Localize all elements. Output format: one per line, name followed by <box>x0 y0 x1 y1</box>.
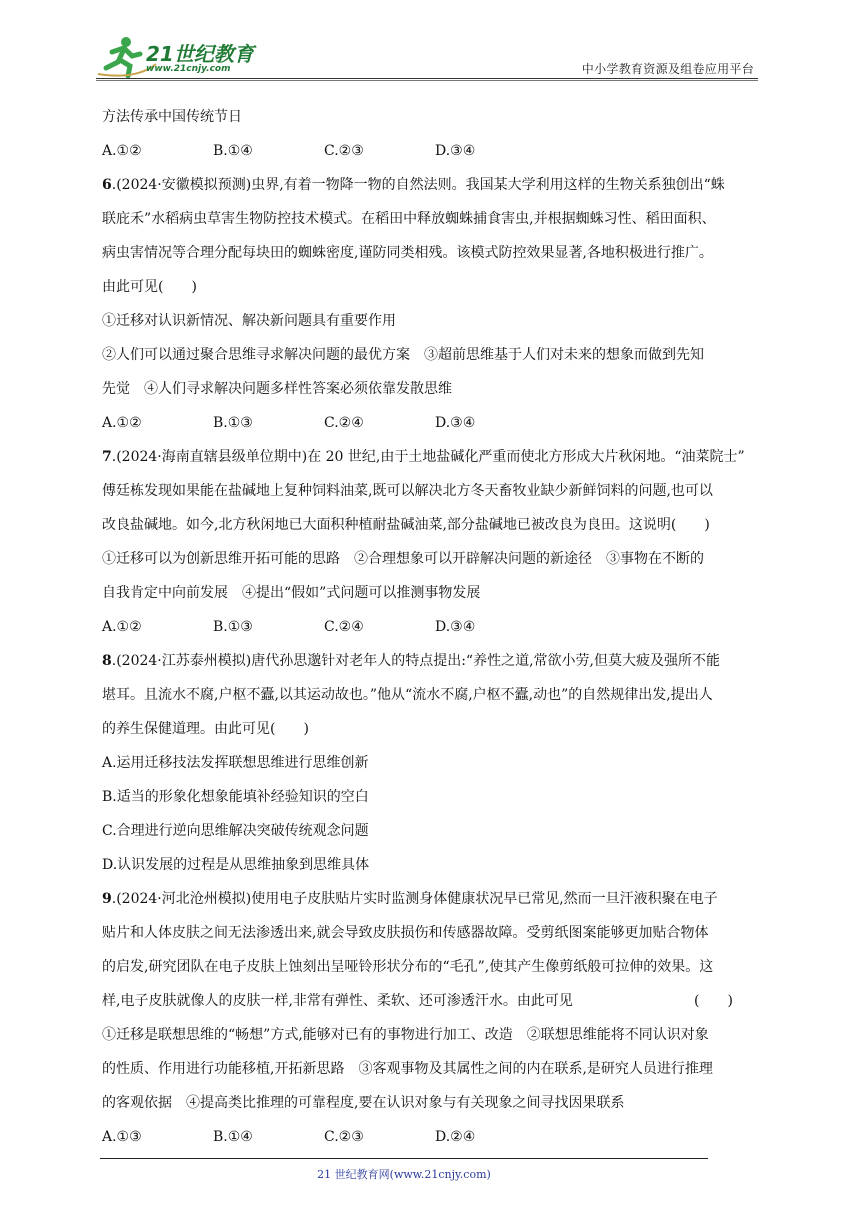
option-a: A.①② <box>102 619 142 635</box>
q9-line: 贴片和人体皮肤之间无法渗透出来,就会导致皮肤损伤和传感器故障。受剪纸图案能够更加贴合物体 <box>102 925 709 941</box>
q6-line <box>102 168 764 202</box>
q9-line: 的启发,研究团队在电子皮肤上蚀刻出呈哑铃形状分布的“毛孔”,使其产生像剪纸般可拉伸的效果。这 <box>102 959 714 975</box>
q8-option: A.运用迁移技法发挥联想思维进行思维创新 <box>102 755 369 771</box>
option-c: C.②③ <box>324 143 364 159</box>
q7-options <box>102 610 764 644</box>
header-rule <box>96 78 758 79</box>
q8-option: B.适当的形象化想象能填补经验知识的空白 <box>102 789 369 805</box>
q6-line: 由此可见( ) <box>102 279 197 295</box>
q6-line: 病虫害情况等合理分配每块田的蜘蛛密度,谨防同类相残。该模式防控效果显著,各地积极进行推广。 <box>102 245 713 261</box>
q8-option: D.认识发展的过程是从思维抽象到思维具体 <box>102 857 370 873</box>
option-d: D.③④ <box>435 143 476 159</box>
q7-line: 自我肯定中向前发展 ④提出“假如”式问题可以推测事物发展 <box>102 585 481 601</box>
q6-line: ②人们可以通过聚合思维寻求解决问题的最优方案 ③超前思维基于人们对未来的想象而做到先知 <box>102 347 704 363</box>
option-c: C.②③ <box>324 1129 364 1145</box>
page-footer: 21 世纪教育网(www.21cnjy.com) <box>317 1168 491 1181</box>
site-logo <box>96 34 266 80</box>
q6-line: ①迁移对认识新情况、解决新问题具有重要作用 <box>102 313 396 329</box>
logo-text: 21世纪教育 <box>146 42 254 66</box>
option-b: B.①④ <box>213 1129 253 1145</box>
q6-line: 联庇禾”水稻病虫草害生物防控技术模式。在稻田中释放蜘蛛捕食害虫,并根据蜘蛛习性、稻田面积、 <box>102 211 716 227</box>
option-b: B.①③ <box>213 415 253 431</box>
option-c: C.②④ <box>324 415 364 431</box>
option-a: A.①② <box>102 143 142 159</box>
q9-text: 样,电子皮肤就像人的皮肤一样,非常有弹性、柔软、还可渗透汗水。由此可见 <box>102 993 573 1009</box>
q6-line: 先觉 ④人们寻求解决问题多样性答案必须依靠发散思维 <box>102 381 452 397</box>
footer-rule <box>100 1158 708 1159</box>
question-number: 9 <box>102 891 112 907</box>
q8-line: 的养生保健道理。由此可见( ) <box>102 721 309 737</box>
q9-line: ①迁移是联想思维的“畅想”方式,能够对已有的事物进行加工、改造 ②联想思维能将不同认识对象 <box>102 1027 709 1043</box>
page-header <box>96 34 758 80</box>
q7-line <box>102 440 764 474</box>
answer-bracket: ( ) <box>694 993 733 1009</box>
q6-options <box>102 406 764 440</box>
option-d: D.③④ <box>435 619 476 635</box>
option-a: A.①② <box>102 415 142 431</box>
q9-options <box>102 1120 764 1154</box>
question-number: 7 <box>102 449 112 465</box>
q8-option: C.合理进行逆向思维解决突破传统观念问题 <box>102 823 369 839</box>
q7-line: ①迁移可以为创新思维开拓可能的思路 ②合理想象可以开辟解决问题的新途径 ③事物在不断的 <box>102 551 704 567</box>
q9-line <box>102 882 764 916</box>
q8-text: .(2024·江苏泰州模拟)唐代孙思邈针对老年人的特点提出:“养性之道,常欲小劳,但莫大疲及强所不能 <box>111 653 720 669</box>
logo-url: www.21cnjy.com <box>146 64 231 74</box>
option-d: D.③④ <box>435 415 476 431</box>
q8-line <box>102 644 764 678</box>
q9-line <box>102 984 764 1018</box>
q9-text: .(2024·河北沧州模拟)使用电子皮肤贴片实时监测身体健康状况早已常见,然而一旦汗液积聚在电子 <box>111 891 718 907</box>
option-a: A.①③ <box>102 1129 142 1145</box>
option-c: C.②④ <box>324 619 364 635</box>
option-d: D.②④ <box>435 1129 476 1145</box>
q7-line: 改良盐碱地。如今,北方秋闲地已大面积种植耐盐碱油菜,部分盐碱地已被改良为良田。这说明( ) <box>102 517 710 533</box>
q5-tail: 方法传承中国传统节日 <box>102 109 242 125</box>
q7-line: 傅廷栋发现如果能在盐碱地上复种饲料油菜,既可以解决北方冬天畜牧业缺少新鲜饲料的问题,也可以 <box>102 483 713 499</box>
q5-options <box>102 134 764 168</box>
header-tagline: 中小学教育资源及组卷应用平台 <box>581 62 754 76</box>
question-number: 8 <box>102 653 112 669</box>
q8-line: 堪耳。且流水不腐,户枢不蠹,以其运动故也。”他从“流水不腐,户枢不蠹,动也”的自然规律出发,提出人 <box>102 687 713 703</box>
option-b: B.①③ <box>213 619 253 635</box>
q9-line: 的性质、作用进行功能移植,开拓新思路 ③客观事物及其属性之间的内在联系,是研究人员进行推理 <box>102 1061 713 1077</box>
question-content <box>102 100 764 1154</box>
q9-line: 的客观依据 ④提高类比推理的可靠程度,要在认识对象与有关现象之间寻找因果联系 <box>102 1095 625 1111</box>
option-b: B.①④ <box>213 143 253 159</box>
q6-text: .(2024·安徽模拟预测)虫界,有着一物降一物的自然法则。我国某大学利用这样的生物关系独创出“蛛 <box>111 177 725 193</box>
header-rule-thin <box>96 80 758 81</box>
q7-text: .(2024·海南直辖县级单位期中)在 20 世纪,由于土地盐碱化严重而使北方形成大片秋闲地。“油菜院士” <box>111 449 745 465</box>
question-number: 6 <box>102 177 112 193</box>
